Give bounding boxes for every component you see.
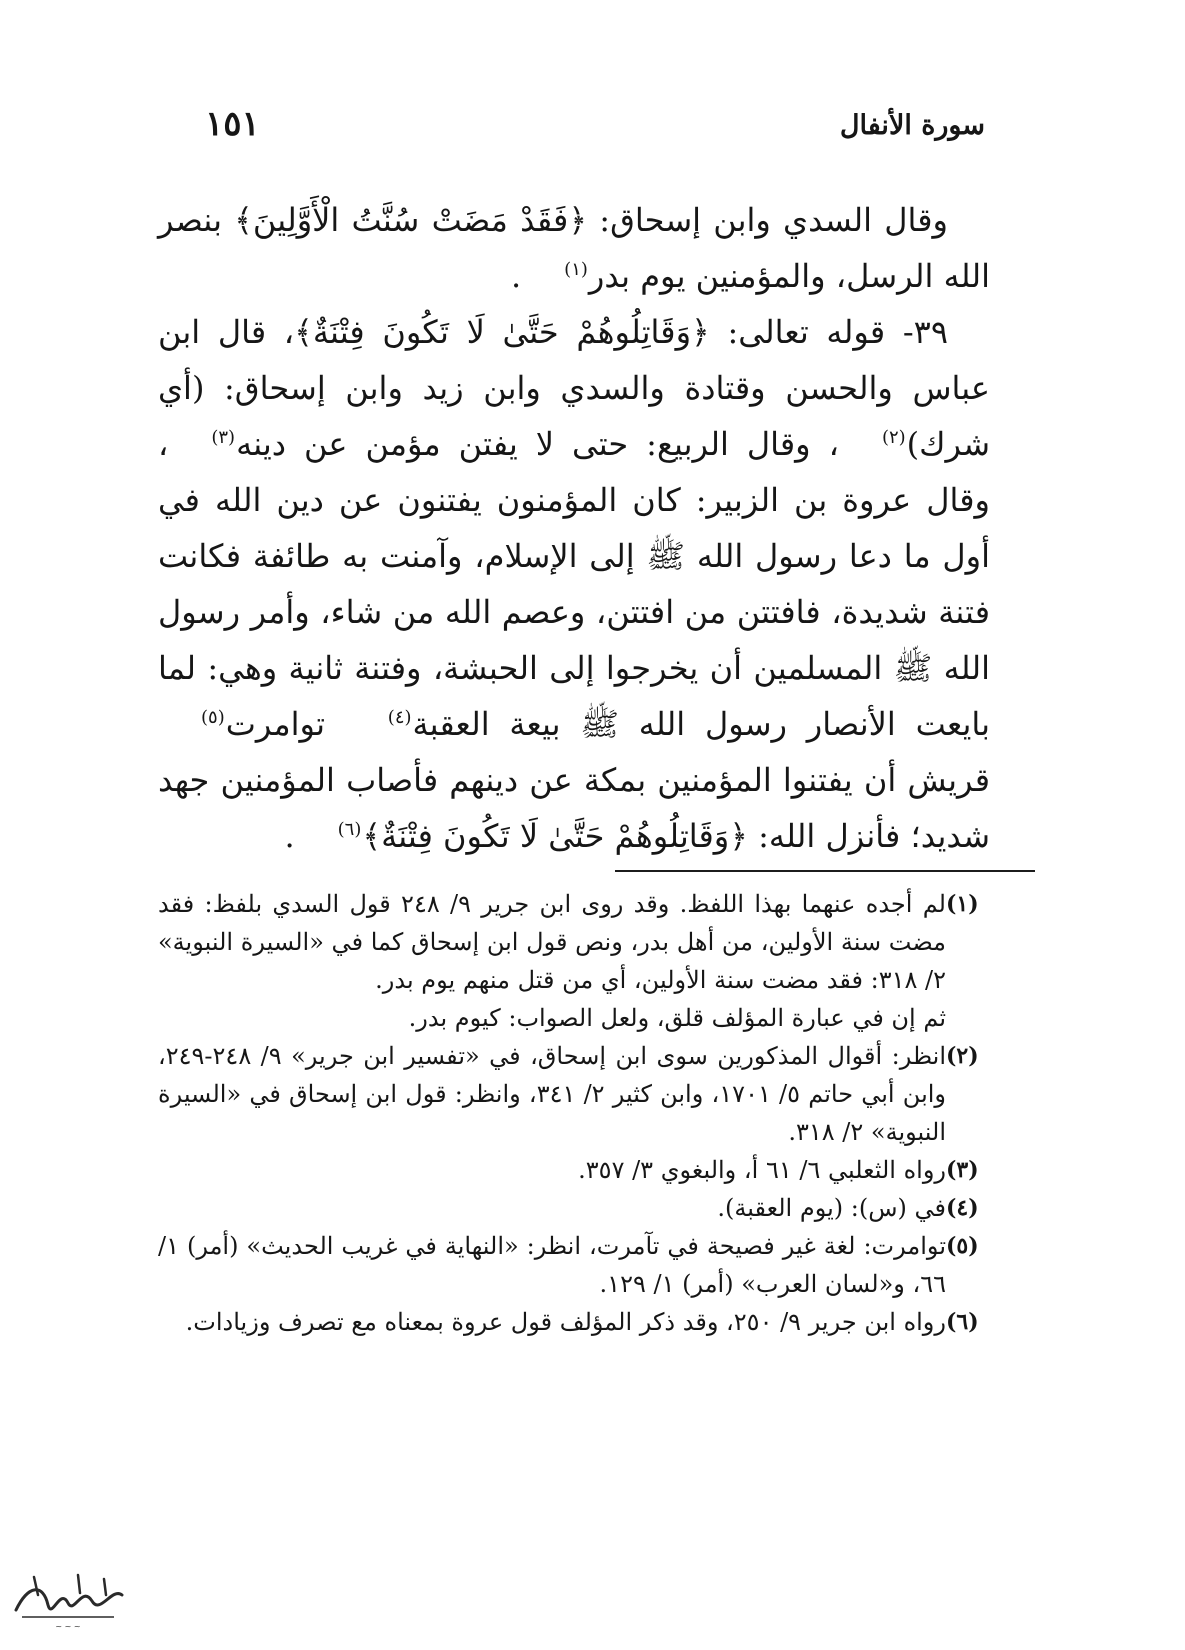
footnote-line: رواه ابن جرير ٩/ ٢٥٠، وقد ذكر المؤلف قول عروة بمعناه مع تصرف وزيادات. [185,1308,946,1336]
calligraphy-stamp-logo [8,1565,128,1635]
footnote-text [158,1037,946,1151]
main-text [158,192,990,864]
p2-text-a: ٣٩- قوله تعالى: [709,313,949,351]
p2-text-d: ، وقال عروة بن الزبير: كان المؤمنون يفتنون عن دين الله في أول ما دعا رسول الله ﷺ إلى الإسلام، وآمنت به طائفة فكانت فتنة شديدة، فافتتن من افتتن، وعصم الله من شاء، وأمر رسول الله ﷺ المسلمين أن يخرجوا إلى الحبشة، وفتنة ثانية وهي: لما بايعت الأنصار رسول الله ﷺ بيعة العقبة [158,425,991,743]
footnote-5 [158,1227,990,1303]
footnote-ref-4[interactable]: (٤) [387,707,412,729]
footnote-number: (٥) [946,1233,979,1259]
footnote-text [158,1227,946,1303]
footnote-line: رواه الثعلبي ٦/ ٦١ أ، والبغوي ٣/ ٣٥٧. [578,1156,946,1184]
p1-text-a: وقال السدي وابن إسحاق: [587,201,949,239]
p2-text-e: توامرت [225,705,345,743]
stamp-caption: ~ ~ ~ [55,1622,81,1631]
p1-text-c: . [511,257,522,295]
footnote-text [158,1189,946,1227]
footnote-text [158,885,946,1037]
p2-text-f: قريش أن يفتنوا المؤمنين بمكة عن دينهم فأصاب المؤمنين جهد شديد؛ فأنزل الله: [158,761,991,855]
footnote-line: توامرت: لغة غير فصيحة في تآمرت، انظر: «النهاية في غريب الحديث» (أمر) ١/ ٦٦، و«لسان العرب» (أمر) ١/ ١٢٩. [158,1232,946,1298]
footnote-ref-5[interactable]: (٥) [201,707,225,729]
footnote-6 [158,1303,990,1341]
footnote-line: ثم إن في عبارة المؤلف قلق، ولعل الصواب: كيوم بدر. [408,1004,946,1032]
footnote-number: (٦) [946,1309,979,1335]
footnote-line: في (س): (يوم العقبة). [717,1194,946,1222]
footnote-number: (١) [946,891,979,917]
quran-quote: ﴿فَقَدْ مَضَتْ سُنَّتُ الْأَوَّلِينَ﴾ [234,201,588,239]
footnote-ref-6[interactable]: (٦) [337,819,362,841]
footnote-4 [158,1189,990,1227]
footnote-text [158,1151,946,1189]
footnote-1 [158,885,990,1037]
p2-text-c: ، وقال الربيع: حتى لا يفتن مؤمن عن دينه [236,425,839,463]
footnote-ref-1[interactable]: (١) [564,259,588,281]
footnote-ref-2[interactable]: (٢) [881,427,906,449]
running-header-title: سورة الأنفال [839,110,985,141]
footnote-line: لم أجده عنهما بهذا اللفظ. وقد روى ابن جرير ٩/ ٢٤٨ قول السدي بلفظ: فقد مضت سنة الأولين، من أهل بدر، ونص قول ابن إسحاق كما في «السيرة النبوية» ٢/ ٣١٨: فقد مضت سنة الأولين، أي من قتل منهم يوم بدر. [158,890,946,994]
footnote-number: (٣) [946,1157,979,1183]
quran-quote: ﴿وَقَاتِلُوهُمْ حَتَّىٰ لَا تَكُونَ فِتْنَةٌ﴾ [362,817,748,855]
footnote-divider [615,870,1035,872]
quran-quote: ﴿وَقَاتِلُوهُمْ حَتَّىٰ لَا تَكُونَ فِتْنَةٌ﴾ [294,313,710,351]
footnotes [158,885,990,1341]
p2-text-b: ، قال ابن عباس والحسن وقتادة والسدي وابن زيد وابن إسحاق: (أي شرك) [158,313,990,463]
footnote-number: (٢) [946,1043,979,1069]
page-number: ١٥١ [205,104,260,144]
footnote-text [158,1303,946,1341]
footnote-line: انظر: أقوال المذكورين سوى ابن إسحاق، في «تفسير ابن جرير» ٩/ ٢٤٨-٢٤٩، وابن أبي حاتم ٥/ ١٧٠١، وابن كثير ٢/ ٣٤١، وانظر: قول ابن إسحاق في «السيرة النبوية» ٢/ ٣١٨. [158,1042,947,1146]
footnote-number: (٤) [946,1195,979,1221]
p2-text-g: . [284,817,295,855]
footnote-ref-3[interactable]: (٣) [211,427,236,449]
footnote-3 [158,1151,990,1189]
paragraph-2 [158,304,990,864]
footnote-2 [158,1037,990,1151]
stamp-stroke [34,1575,106,1595]
p1-text-b: بنصر الله الرسل، والمؤمنين يوم بدر [158,201,990,295]
paragraph-1 [158,192,990,304]
